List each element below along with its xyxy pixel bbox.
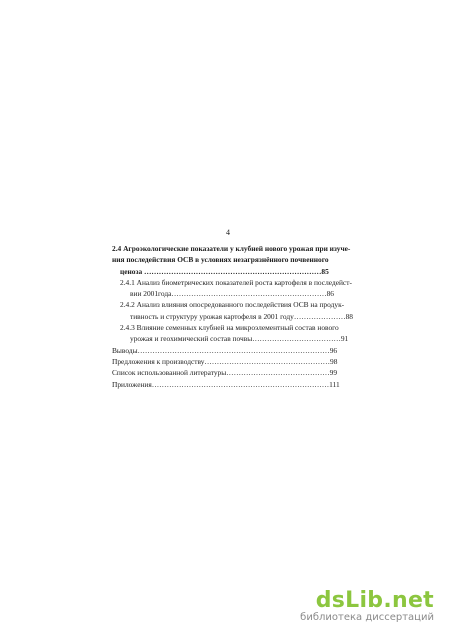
toc-entry-appendices: Приложения………………………………………………………………111 xyxy=(112,379,340,389)
toc-entry-references: Список использованной литературы……………………………………99 xyxy=(112,368,338,378)
toc-entry-2-4-line3 xyxy=(112,266,356,277)
toc-entry-2-4-1-line2: вии 2001года………………………………………………………86 xyxy=(130,289,334,299)
toc-entry-2-4-1-line1: 2.4.1 Анализ биометрических показателей роста картофеля в последейст- xyxy=(120,277,352,287)
page-number: 4 xyxy=(226,228,230,237)
toc-entry-proposals: Предложения к производству……………………………………………98 xyxy=(112,356,338,366)
table-of-contents xyxy=(112,243,356,390)
watermark-logo: dsLib.net xyxy=(315,588,434,613)
toc-entry-conclusions: Выводы……………………………………………………………………96 xyxy=(112,345,338,355)
watermark xyxy=(300,590,434,624)
toc-entry-2-4-3-line2: урожая и геохимический состав почвы………………………………91 xyxy=(130,334,349,344)
toc-entry-2-4-line3-text: ценоза ………………………………………………………………85 xyxy=(120,266,329,276)
toc-entry-2-4-3-line1: 2.4.3 Влияние семенных клубней на микроэлементный состав нового xyxy=(120,323,339,333)
toc-entry-2-4-line1: 2.4 Агроэкологические показатели у клубней нового урожая при изуче- xyxy=(112,244,351,253)
toc-entry-2-4-2-line1: 2.4.2 Анализ влияния опосредованного последействия ОСВ на продук- xyxy=(120,300,345,310)
toc-entry-2-4-line2: ния последействия ОСВ в условиях незагрязнённого почвенного xyxy=(112,255,329,265)
watermark-subtitle: библиотека диссертаций xyxy=(300,612,434,623)
toc-entry-2-4-2-line2: тивность и структуру урожая картофеля в 2001 году…………………88 xyxy=(130,311,353,321)
